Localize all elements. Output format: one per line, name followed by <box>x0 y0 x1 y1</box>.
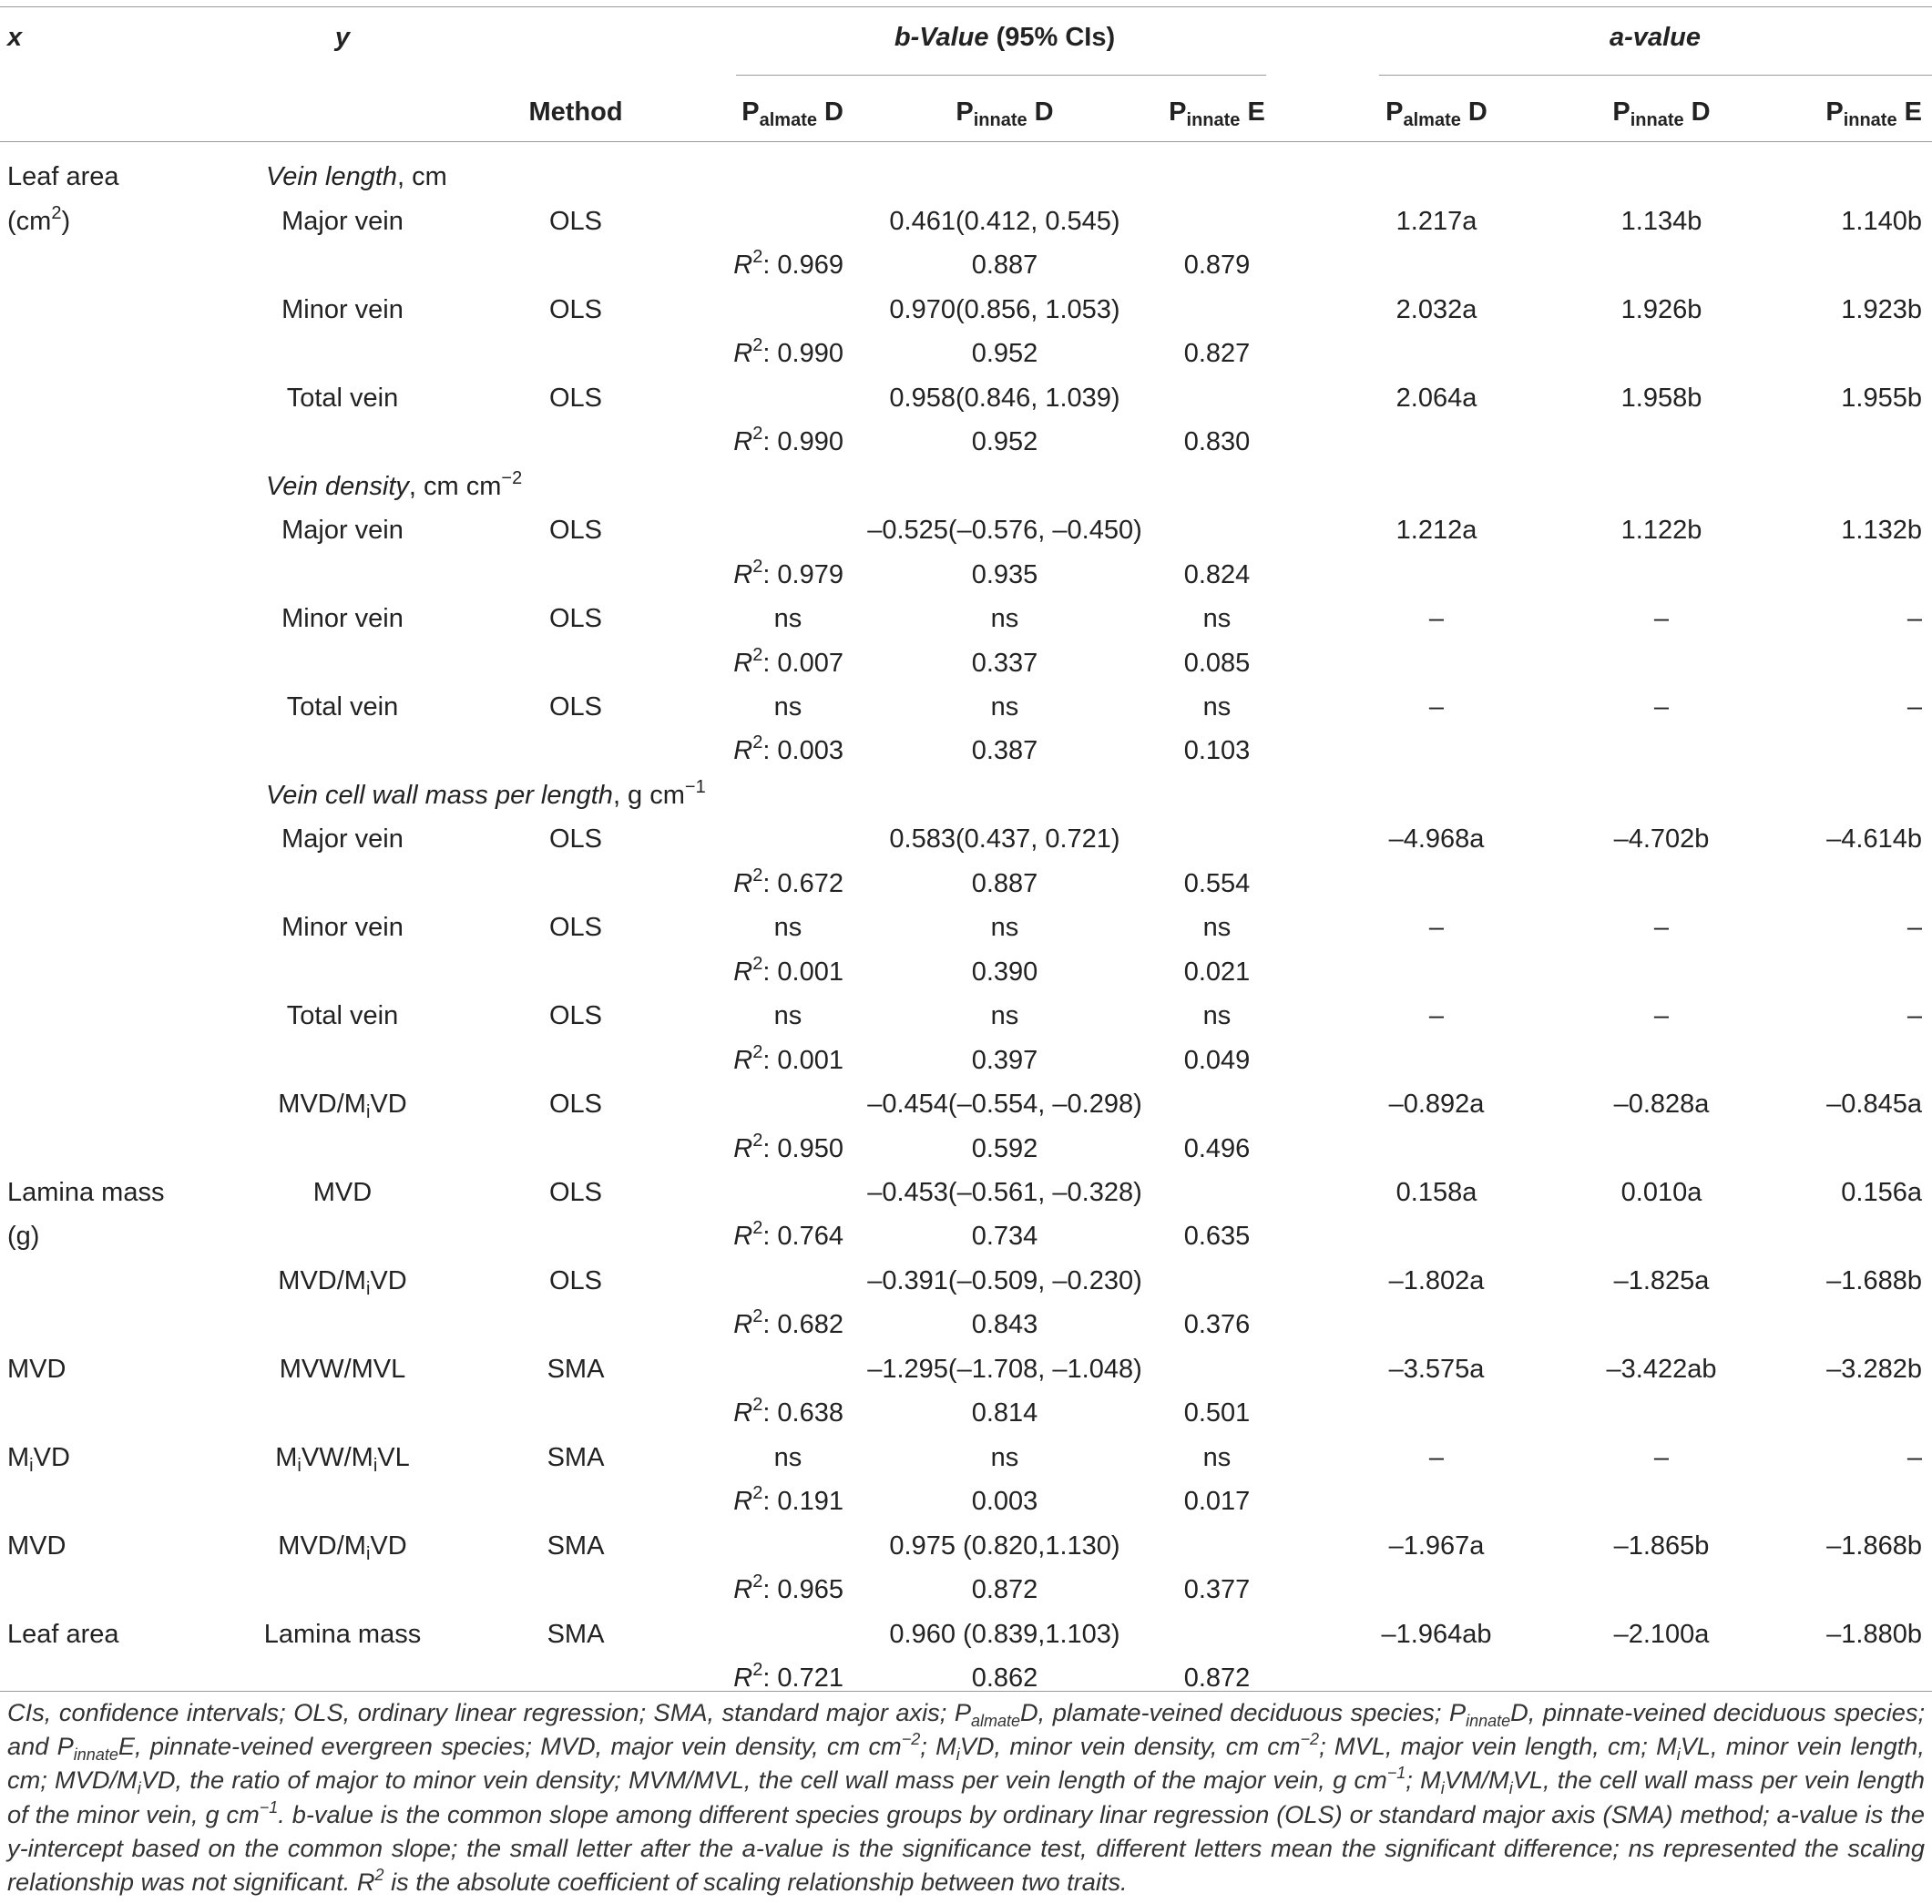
a-value: –1.802a <box>1388 1266 1485 1295</box>
row-method: OLS <box>548 604 603 633</box>
a-value: –3.282b <box>1826 1355 1922 1384</box>
ns-value: ns <box>990 1001 1019 1030</box>
r2-value: 0.814 <box>971 1398 1038 1428</box>
a-value: –1.964ab <box>1381 1620 1492 1649</box>
ns-value: ns <box>990 604 1019 633</box>
row-method: OLS <box>548 1178 603 1207</box>
r2-value: 0.843 <box>971 1310 1038 1339</box>
row-y-label: Minor vein <box>281 295 404 324</box>
col-header-group: $P_{almate}$ D <box>741 97 843 130</box>
ns-value: ns <box>990 692 1019 722</box>
row-method: SMA <box>547 1355 605 1384</box>
a-value: – <box>1906 692 1922 722</box>
ns-value: ns <box>1202 1443 1232 1472</box>
a-value: 1.140b <box>1841 207 1922 236</box>
a-value: – <box>1906 1443 1922 1472</box>
a-value: – <box>1906 1001 1922 1030</box>
r2-value: 0.824 <box>1183 560 1251 589</box>
a-value: – <box>1428 604 1445 633</box>
r2-value: $R^2$: 0.969 <box>733 247 843 280</box>
row-method: OLS <box>548 1266 603 1295</box>
ns-value: ns <box>1202 692 1232 722</box>
a-value: –1.865b <box>1613 1531 1710 1561</box>
r2-value: $R^2$: 0.003 <box>733 732 843 765</box>
r2-value: $R^2$: 0.990 <box>733 335 843 368</box>
r2-value: $R^2$: 0.682 <box>733 1306 843 1339</box>
a-value: –4.614b <box>1826 824 1922 854</box>
ns-value: ns <box>1202 913 1232 942</box>
r2-value: 0.049 <box>1183 1046 1251 1075</box>
a-value: 1.132b <box>1841 516 1922 545</box>
r2-value: $R^2$: 0.950 <box>733 1131 843 1163</box>
col-header-bvalue: b-Value (95% CIs) <box>894 23 1116 52</box>
col-header-group: $P_{innate}$ E <box>1169 97 1265 130</box>
ns-value: ns <box>773 604 802 633</box>
row-y-label: MVD/$M_iVD$ <box>278 1531 407 1564</box>
row-method: OLS <box>548 384 603 413</box>
col-header-group: $P_{innate}$ E <box>1825 97 1922 130</box>
a-value: 0.010a <box>1620 1178 1702 1207</box>
a-value: 1.923b <box>1841 295 1922 324</box>
row-method: SMA <box>547 1443 605 1472</box>
row-y-label: MVD <box>312 1178 373 1207</box>
r2-value: $R^2$: 0.638 <box>733 1395 843 1428</box>
r2-value: 0.376 <box>1183 1310 1251 1339</box>
row-method: OLS <box>548 692 603 722</box>
a-value: –4.702b <box>1613 824 1710 854</box>
section-heading: Vein density, cm $cm^{-2}$ <box>266 468 523 501</box>
r2-value: 0.554 <box>1183 869 1251 898</box>
r2-value: 0.377 <box>1183 1575 1251 1604</box>
table-footnote: CIs, confidence intervals; OLS, ordinary linear regression; SMA, standard major axis; $P_{almate}D$, plamate-veined deciduous species; $P_{innate}D$, pinnate-veined deciduous species; and $P_{innate}E$, pinnate-veined evergreen species; MVD, major vein density, cm $cm^{-2}$; $M_iVD$, minor vein density, cm $cm^{-2}$; MVL, major vein length, cm; $M_iVL$, minor vein length, cm; MVD/$M_iVD$, the ratio of major to minor vein density; MVM/MVL, the cell wall mass per vein length of the major vein, g $cm^{-1}$; $M_iVM/M_iVL$, the cell wall mass per vein length of the minor vein, g $cm^{-1}$. b-value is the common slope among different species groups by ordinary linar regression (OLS) or standard major axis (SMA) method; a-value is the y-intercept based on the common slope; the small letter after the a-value is the significance test, different letters mean the significant difference; ns represented the scaling relationship was not significant. $R^2$ is the absolute coefficient of scaling relationship between two traits. <box>7 1698 1925 1897</box>
ns-value: ns <box>1202 1001 1232 1030</box>
row-x-unit: $(cm^2)$ <box>7 203 71 236</box>
col-header-group: $P_{innate}$ D <box>956 97 1054 130</box>
a-value: – <box>1653 1001 1670 1030</box>
col-header-x: x <box>7 23 23 52</box>
b-value: 0.461(0.412, 0.545) <box>889 207 1120 236</box>
row-y-label: Total vein <box>286 1001 399 1030</box>
b-value: 0.960 (0.839,1.103) <box>889 1620 1120 1649</box>
a-value: –0.845a <box>1826 1090 1922 1119</box>
a-value: – <box>1906 604 1922 633</box>
a-value: – <box>1653 913 1670 942</box>
row-method: SMA <box>547 1620 605 1649</box>
a-value: 1.958b <box>1620 384 1702 413</box>
a-value: – <box>1428 1443 1445 1472</box>
r2-value: 0.501 <box>1183 1398 1251 1428</box>
r2-value: 0.635 <box>1183 1222 1251 1251</box>
row-x-label: (g) <box>7 1222 40 1251</box>
row-x-label: MVD <box>7 1355 66 1384</box>
r2-value: $R^2$: 0.007 <box>733 645 843 678</box>
a-value: –0.828a <box>1613 1090 1710 1119</box>
row-x-label: Lamina mass <box>7 1178 165 1207</box>
row-y-label: Total vein <box>286 384 399 413</box>
row-y-label: Major vein <box>281 824 404 854</box>
row-y-label: MVD/$M_iVD$ <box>278 1266 407 1299</box>
r2-value: 0.872 <box>1183 1663 1251 1693</box>
row-x-label: MVD <box>7 1531 66 1561</box>
r2-value: 0.830 <box>1183 427 1251 456</box>
ns-value: ns <box>1202 604 1232 633</box>
a-value: –4.968a <box>1388 824 1485 854</box>
ns-value: ns <box>773 1001 802 1030</box>
a-value: – <box>1653 604 1670 633</box>
bvalue-underline <box>736 75 1266 76</box>
b-value: 0.975 (0.820,1.130) <box>889 1531 1120 1561</box>
row-y-label: Minor vein <box>281 604 404 633</box>
a-value: 2.032a <box>1395 295 1477 324</box>
row-x-label: Leaf area <box>7 162 119 191</box>
row-method: OLS <box>548 1090 603 1119</box>
r2-value: 0.085 <box>1183 649 1251 678</box>
row-method: OLS <box>548 207 603 236</box>
a-value: – <box>1906 913 1922 942</box>
a-value: 1.122b <box>1620 516 1702 545</box>
row-y-label: Total vein <box>286 692 399 722</box>
r2-value: 0.887 <box>971 251 1038 280</box>
row-y-label: MVW/MVL <box>279 1355 406 1384</box>
a-value: –2.100a <box>1613 1620 1710 1649</box>
row-method: OLS <box>548 913 603 942</box>
a-value: –0.892a <box>1388 1090 1485 1119</box>
row-y-label: Minor vein <box>281 913 404 942</box>
a-value: –1.688b <box>1826 1266 1922 1295</box>
b-value: –0.454(–0.554, –0.298) <box>867 1090 1142 1119</box>
r2-value: 0.387 <box>971 736 1038 765</box>
a-value: –3.422ab <box>1606 1355 1717 1384</box>
header-rule <box>0 141 1932 142</box>
row-method: OLS <box>548 295 603 324</box>
col-header-method: Method <box>528 97 623 127</box>
b-value: 0.970(0.856, 1.053) <box>889 295 1120 324</box>
row-method: SMA <box>547 1531 605 1561</box>
col-header-group: $P_{innate}$ D <box>1612 97 1711 130</box>
row-method: OLS <box>548 824 603 854</box>
col-header-y: y <box>334 23 351 52</box>
a-value: –1.868b <box>1826 1531 1922 1561</box>
b-value: 0.958(0.846, 1.039) <box>889 384 1120 413</box>
a-value: 1.134b <box>1620 207 1702 236</box>
section-heading: Vein length, cm <box>266 162 447 191</box>
ns-value: ns <box>773 692 802 722</box>
r2-value: $R^2$: 0.001 <box>733 1042 843 1075</box>
b-value: –0.453(–0.561, –0.328) <box>867 1178 1142 1207</box>
r2-value: 0.021 <box>1183 957 1251 987</box>
row-method: OLS <box>548 1001 603 1030</box>
r2-value: $R^2$: 0.965 <box>733 1571 843 1604</box>
r2-value: 0.017 <box>1183 1487 1251 1516</box>
r2-value: $R^2$: 0.191 <box>733 1483 843 1516</box>
a-value: 0.156a <box>1841 1178 1922 1207</box>
a-value: –1.967a <box>1388 1531 1485 1561</box>
a-value: – <box>1653 1443 1670 1472</box>
r2-value: 0.862 <box>971 1663 1038 1693</box>
r2-value: 0.397 <box>971 1046 1038 1075</box>
a-value: 2.064a <box>1395 384 1477 413</box>
section-heading: Vein cell wall mass per length, g $cm^{-1}$ <box>266 777 706 810</box>
bottom-rule <box>0 1691 1932 1692</box>
r2-value: 0.887 <box>971 869 1038 898</box>
row-y-label: $M_iVW/M_iVL$ <box>275 1443 410 1476</box>
a-value: 0.158a <box>1395 1178 1477 1207</box>
a-value: 1.212a <box>1395 516 1477 545</box>
row-y-label: Lamina mass <box>263 1620 422 1649</box>
r2-value: 0.103 <box>1183 736 1251 765</box>
b-value: 0.583(0.437, 0.721) <box>889 824 1120 854</box>
a-value: –3.575a <box>1388 1355 1485 1384</box>
r2-value: 0.935 <box>971 560 1038 589</box>
r2-value: 0.952 <box>971 427 1038 456</box>
row-x-label: Leaf area <box>7 1620 119 1649</box>
a-value: – <box>1428 913 1445 942</box>
b-value: –0.391(–0.509, –0.230) <box>867 1266 1142 1295</box>
b-value: –0.525(–0.576, –0.450) <box>867 516 1142 545</box>
r2-value: 0.734 <box>971 1222 1038 1251</box>
r2-value: $R^2$: 0.990 <box>733 424 843 456</box>
a-value: –1.880b <box>1826 1620 1922 1649</box>
r2-value: $R^2$: 0.764 <box>733 1218 843 1251</box>
ns-value: ns <box>990 1443 1019 1472</box>
a-value: – <box>1653 692 1670 722</box>
r2-value: 0.879 <box>1183 251 1251 280</box>
row-y-label: Major vein <box>281 516 404 545</box>
row-method: OLS <box>548 516 603 545</box>
r2-value: 0.952 <box>971 339 1038 368</box>
row-y-label: MVD/$M_iVD$ <box>278 1090 407 1122</box>
r2-value: $R^2$: 0.721 <box>733 1660 843 1693</box>
ns-value: ns <box>990 913 1019 942</box>
r2-value: $R^2$: 0.979 <box>733 557 843 589</box>
row-y-label: Major vein <box>281 207 404 236</box>
a-value: 1.926b <box>1620 295 1702 324</box>
top-rule <box>0 6 1932 7</box>
r2-value: 0.592 <box>971 1134 1038 1163</box>
a-value: –1.825a <box>1613 1266 1710 1295</box>
ns-value: ns <box>773 1443 802 1472</box>
a-value: – <box>1428 692 1445 722</box>
ns-value: ns <box>773 913 802 942</box>
r2-value: 0.827 <box>1183 339 1251 368</box>
avalue-underline <box>1379 75 1932 76</box>
a-value: 1.217a <box>1395 207 1477 236</box>
col-header-group: $P_{almate}$ D <box>1385 97 1487 130</box>
r2-value: 0.390 <box>971 957 1038 987</box>
r2-value: 0.496 <box>1183 1134 1251 1163</box>
b-value: –1.295(–1.708, –1.048) <box>867 1355 1142 1384</box>
r2-value: 0.872 <box>971 1575 1038 1604</box>
r2-value: 0.003 <box>971 1487 1038 1516</box>
r2-value: $R^2$: 0.672 <box>733 865 843 898</box>
r2-value: 0.337 <box>971 649 1038 678</box>
row-x-label: $M_iVD$ <box>7 1443 70 1476</box>
a-value: – <box>1428 1001 1445 1030</box>
r2-value: $R^2$: 0.001 <box>733 954 843 987</box>
col-header-avalue: a-value <box>1610 23 1701 52</box>
a-value: 1.955b <box>1841 384 1922 413</box>
